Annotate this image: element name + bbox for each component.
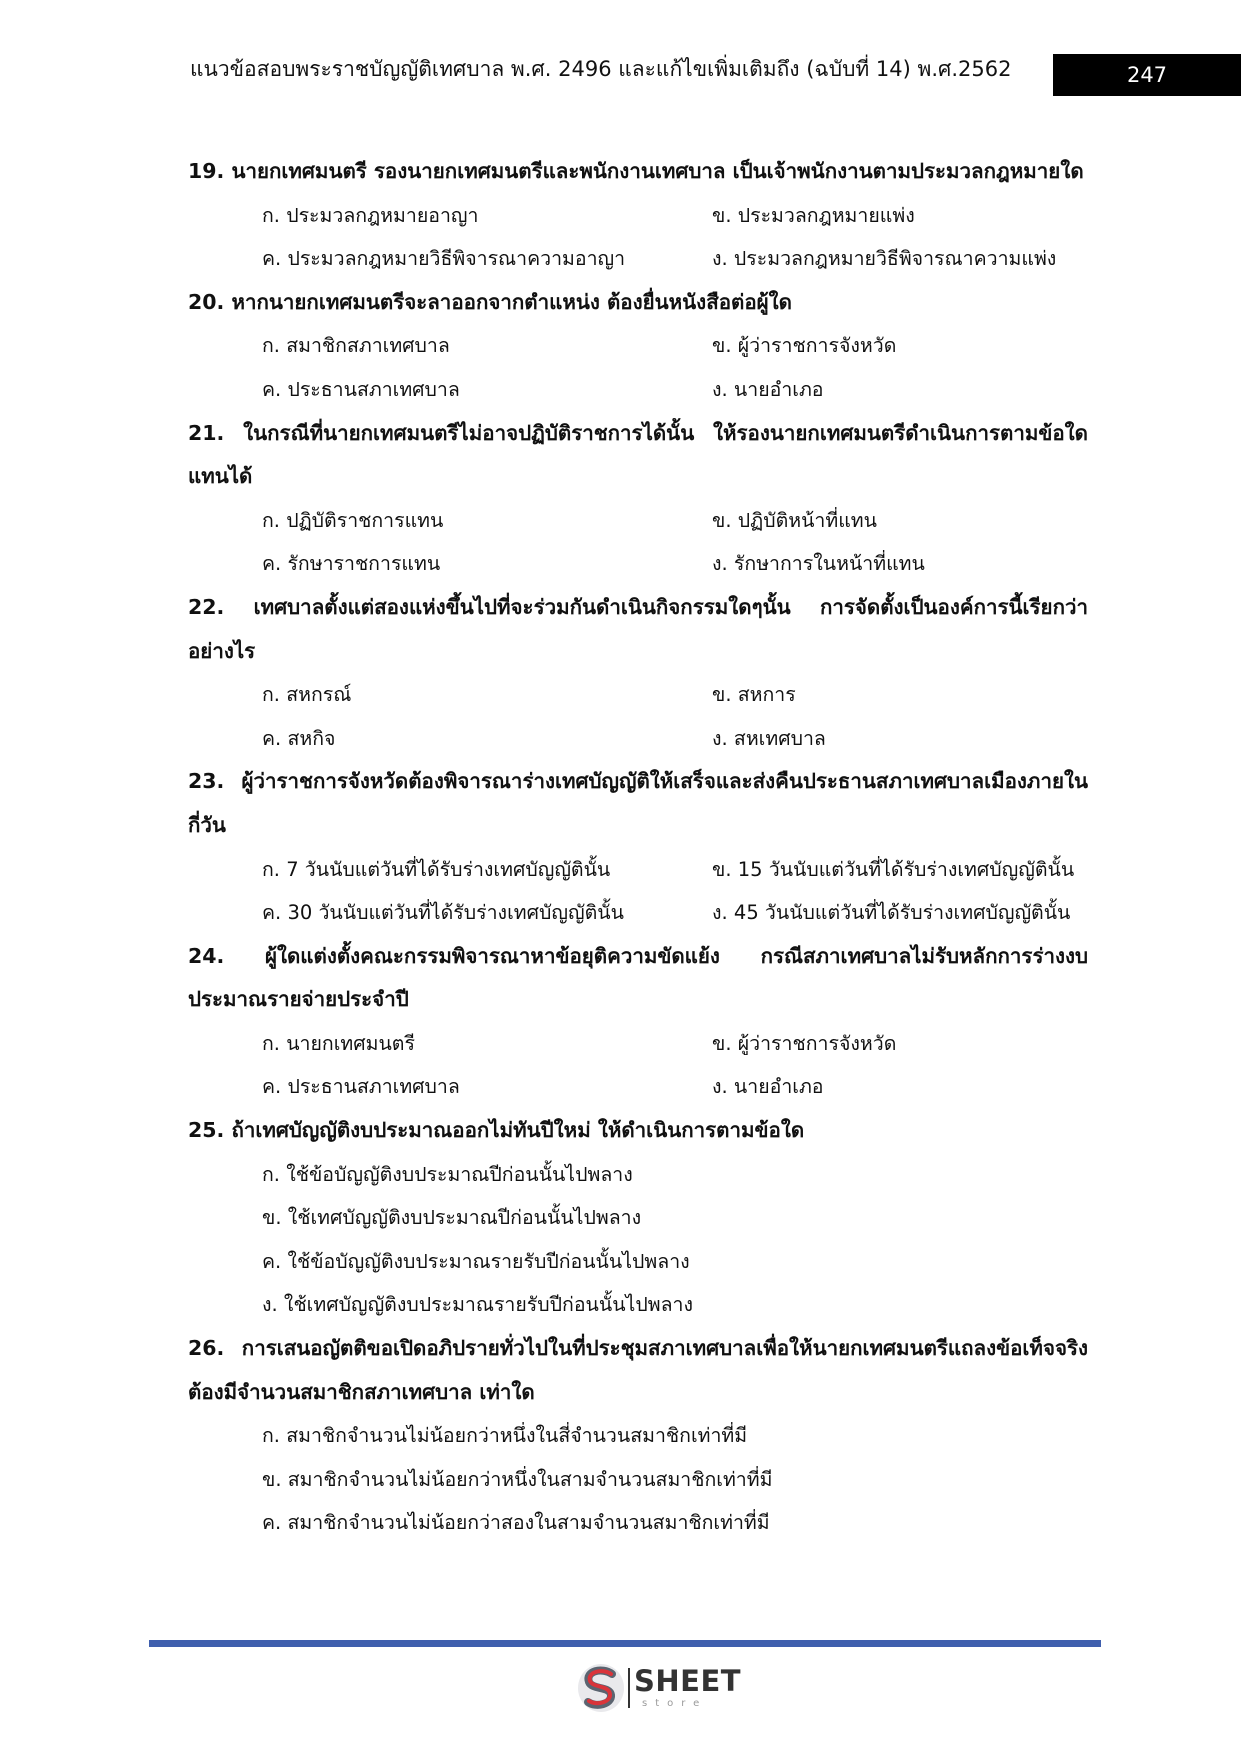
question-22 [188,586,1088,760]
option-c: ค. สมาชิกจำนวนไม่น้อยกว่าสองในสามจำนวนสมาชิกเท่าที่มี [262,1511,770,1535]
option-b: ข. 15 วันนับแต่วันที่ได้รับร่างเทศบัญญัตินั้น [712,857,1075,881]
question-24 [188,935,1088,1109]
option-c: ค. ใช้ข้อบัญญัติงบประมาณรายรับปีก่อนนั้นไปพลาง [262,1249,690,1273]
option-a: ก. 7 วันนับแต่วันที่ได้รับร่างเทศบัญญัตินั้น [262,857,611,881]
question-25 [188,1109,1088,1327]
question-text: 20. หากนายกเทศมนตรีจะลาออกจากตำแหน่ง ต้องยื่นหนังสือต่อผู้ใด [188,289,792,314]
option-b: ข. สหการ [712,683,796,707]
question-26 [188,1327,1088,1545]
option-c: ค. 30 วันนับแต่วันที่ได้รับร่างเทศบัญญัตินั้น [262,901,624,925]
brand-name: SHEET [634,1664,742,1698]
option-d: ง. รักษาการในหน้าที่แทน [712,552,925,576]
brand-subtext: store [642,1698,708,1709]
answer-options [188,848,1088,935]
answer-options [188,1153,1088,1327]
option-a: ก. สมาชิกสภาเทศบาล [262,334,450,358]
question-text: 19. นายกเทศมนตรี รองนายกเทศมนตรีและพนักงานเทศบาล เป็นเจ้าพนักงานตามประมวลกฎหมายใด [188,159,1084,183]
option-b: ข. ปฏิบัติหน้าที่แทน [712,508,877,532]
option-d: ง. สหเทศบาล [712,726,826,750]
option-d: ง. 45 วันนับแต่วันที่ได้รับร่างเทศบัญญัตินั้น [712,901,1071,925]
sheet-store-logo [576,1662,756,1714]
option-d: ง. ใช้เทศบัญญัติงบประมาณรายรับปีก่อนนั้นไปพลาง [262,1293,694,1317]
option-a: ก. สหกรณ์ [262,683,352,707]
option-b: ข. ใช้เทศบัญญัติงบประมาณปีก่อนนั้นไปพลาง [262,1206,642,1230]
page-number-badge: 247 [1053,54,1241,96]
option-d: ง. นายอำเภอ [712,377,824,401]
option-a: ก. นายกเทศมนตรี [262,1031,415,1055]
sheet-store-s-logo-icon [576,1662,626,1714]
question-text: 25. ถ้าเทศบัญญัติงบประมาณออกไม่ทันปีใหม่ ให้ดำเนินการตามข้อใด [188,1118,805,1143]
logo-divider [628,1668,630,1708]
option-b: ข. ผู้ว่าราชการจังหวัด [712,1031,897,1055]
option-c: ค. ประมวลกฎหมายวิธีพิจารณาความอาญา [262,247,626,271]
option-a: ก. ประมวลกฎหมายอาญา [262,203,479,227]
option-b: ข. สมาชิกจำนวนไม่น้อยกว่าหนึ่งในสามจำนวนสมาชิกเท่าที่มี [262,1467,773,1491]
question-20 [188,281,1088,412]
answer-options [188,673,1088,760]
document-header-title: แนวข้อสอบพระราชบัญญัติเทศบาล พ.ศ. 2496 และแก้ไขเพิ่มเติมถึง (ฉบับที่ 14) พ.ศ.2562 [190,57,1012,81]
answer-options [188,324,1088,411]
question-19 [188,150,1088,281]
answer-options [188,1022,1088,1109]
question-text: 21. ในกรณีที่นายกเทศมนตรีไม่อาจปฏิบัติราชการได้นั้น ให้รองนายกเทศมนตรีดำเนินการตามข้อใดแทนได้ [188,420,1088,489]
question-21 [188,412,1088,586]
option-b: ข. ผู้ว่าราชการจังหวัด [712,334,897,358]
option-a: ก. ปฏิบัติราชการแทน [262,508,444,532]
answer-options [188,499,1088,586]
question-text: 24. ผู้ใดแต่งตั้งคณะกรรมพิจารณาหาข้อยุติความขัดแย้ง กรณีสภาเทศบาลไม่รับหลักการร่างงบประมาณรายจ่ายประจำปี [188,943,1088,1012]
option-c: ค. สหกิจ [262,726,336,750]
answer-options [188,1414,1088,1545]
option-a: ก. สมาชิกจำนวนไม่น้อยกว่าหนึ่งในสี่จำนวนสมาชิกเท่าที่มี [262,1424,748,1448]
question-text: 22. เทศบาลตั้งแต่สองแห่งขึ้นไปที่จะร่วมกันดำเนินกิจกรรมใดๆนั้น การจัดตั้งเป็นองค์การนี้เรียกว่าอย่างไร [188,594,1088,663]
question-text: 26. การเสนอญัตติขอเปิดอภิปรายทั่วไปในที่ประชุมสภาเทศบาลเพื่อให้นายกเทศมนตรีแถลงข้อเท็จจริงต้องมีจำนวนสมาชิกสภาเทศบาล เท่าใด [188,1336,1088,1404]
question-23 [188,760,1088,934]
answer-options [188,194,1088,281]
option-d: ง. นายอำเภอ [712,1075,824,1099]
option-c: ค. ประธานสภาเทศบาล [262,1075,460,1099]
question-list [188,150,1088,1545]
option-d: ง. ประมวลกฎหมายวิธีพิจารณาความแพ่ง [712,247,1057,271]
footer-divider [149,1640,1101,1647]
option-b: ข. ประมวลกฎหมายแพ่ง [712,203,915,227]
option-c: ค. รักษาราชการแทน [262,552,441,576]
question-text: 23. ผู้ว่าราชการจังหวัดต้องพิจารณาร่างเทศบัญญัติให้เสร็จและส่งคืนประธานสภาเทศบาลเมืองภายในกี่วัน [188,769,1088,837]
option-c: ค. ประธานสภาเทศบาล [262,377,460,401]
option-a: ก. ใช้ข้อบัญญัติงบประมาณปีก่อนนั้นไปพลาง [262,1162,633,1186]
